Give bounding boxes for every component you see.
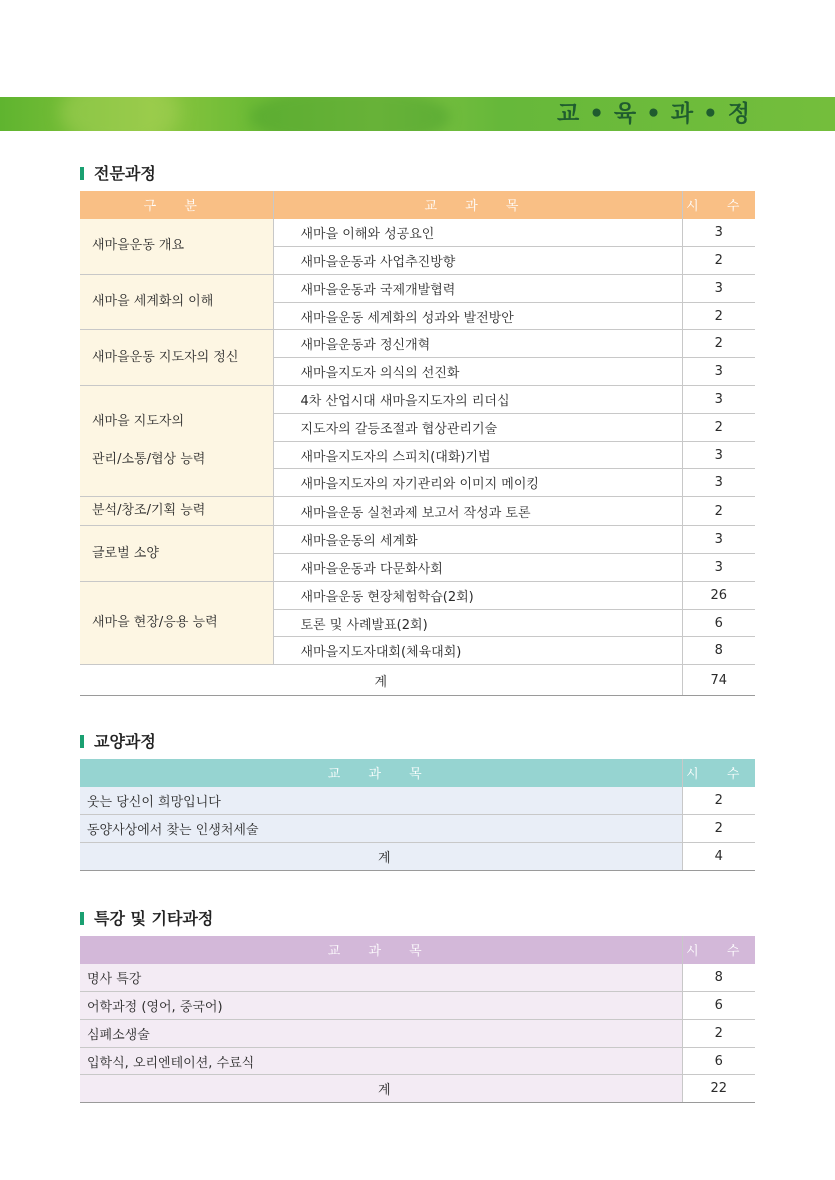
table-row	[80, 386, 755, 414]
hours-cell: 3	[682, 219, 755, 247]
header-hours: 시 수	[682, 759, 755, 787]
liberal-course-table	[80, 759, 755, 871]
section-bullet-icon	[80, 735, 84, 748]
category-line: 관리/소통/협상 능력	[92, 452, 206, 468]
section-bullet-icon	[80, 912, 84, 925]
subject-cell: 새마을지도자대회(체육대회)	[273, 637, 682, 665]
category-cell: 글로벌 소양	[80, 526, 273, 582]
subject-cell: 새마을운동의 세계화	[273, 526, 682, 554]
category-cell	[80, 386, 273, 497]
table-row	[80, 964, 755, 992]
table-row	[80, 581, 755, 609]
major-course-table	[80, 191, 755, 696]
table-row	[80, 1047, 755, 1075]
subject-cell: 새마을운동 실천과제 보고서 작성과 토론	[273, 497, 682, 526]
hours-cell: 3	[682, 441, 755, 469]
header-hours: 시 수	[682, 191, 755, 219]
section-title-text: 교양과정	[94, 732, 156, 751]
header-subject: 교 과 목	[80, 759, 682, 787]
category-cell: 새마을운동 지도자의 정신	[80, 330, 273, 386]
total-hours: 74	[682, 665, 755, 696]
hours-cell: 2	[682, 815, 755, 843]
subject-cell: 새마을지도자의 자기관리와 이미지 메이킹	[273, 469, 682, 497]
hours-cell: 8	[682, 964, 755, 992]
header-banner	[0, 97, 835, 131]
banner-decoration	[250, 97, 450, 131]
section-bullet-icon	[80, 167, 84, 180]
subject-cell: 어학과정 (영어, 중국어)	[80, 992, 682, 1020]
section-title-special	[80, 906, 213, 929]
subject-cell: 심폐소생술	[80, 1019, 682, 1047]
header-subject: 교 과 목	[80, 936, 682, 964]
table-row	[80, 992, 755, 1020]
table-row	[80, 330, 755, 358]
subject-cell: 새마을지도자 의식의 선진화	[273, 358, 682, 386]
subject-cell: 지도자의 갈등조절과 협상관리기술	[273, 413, 682, 441]
category-cell: 분석/창조/기획 능력	[80, 497, 273, 526]
subject-cell: 새마을 이해와 성공요인	[273, 219, 682, 247]
section-title-liberal	[80, 729, 156, 752]
header-hours: 시 수	[682, 936, 755, 964]
table-header-row	[80, 936, 755, 964]
subject-cell: 새마을운동 세계화의 성과와 발전방안	[273, 302, 682, 330]
total-hours: 22	[682, 1075, 755, 1103]
subject-cell: 새마을지도자의 스피치(대화)기법	[273, 441, 682, 469]
hours-cell: 26	[682, 581, 755, 609]
table-row	[80, 815, 755, 843]
table-row	[80, 787, 755, 815]
header-subject: 교 과 목	[273, 191, 682, 219]
table-row	[80, 274, 755, 302]
total-hours: 4	[682, 842, 755, 870]
table-header-row	[80, 191, 755, 219]
hours-cell: 2	[682, 330, 755, 358]
hours-cell: 3	[682, 526, 755, 554]
section-title-major	[80, 161, 156, 184]
subject-cell: 새마을운동 현장체험학습(2회)	[273, 581, 682, 609]
hours-cell: 2	[682, 787, 755, 815]
subject-cell: 웃는 당신이 희망입니다	[80, 787, 682, 815]
special-course-table	[80, 936, 755, 1103]
hours-cell: 6	[682, 609, 755, 637]
hours-cell: 2	[682, 302, 755, 330]
hours-cell: 6	[682, 992, 755, 1020]
table-total-row	[80, 1075, 755, 1103]
subject-cell: 명사 특강	[80, 964, 682, 992]
hours-cell: 3	[682, 469, 755, 497]
table-total-row	[80, 842, 755, 870]
table-total-row	[80, 665, 755, 696]
total-label: 계	[80, 842, 682, 870]
hours-cell: 2	[682, 247, 755, 275]
subject-cell: 동양사상에서 찾는 인생처세술	[80, 815, 682, 843]
total-label: 계	[80, 665, 682, 696]
header-category: 구 분	[80, 191, 273, 219]
hours-cell: 2	[682, 1019, 755, 1047]
section-title-text: 전문과정	[94, 164, 156, 183]
hours-cell: 3	[682, 358, 755, 386]
hours-cell: 3	[682, 386, 755, 414]
table-row	[80, 497, 755, 526]
section-title-text: 특강 및 기타과정	[94, 909, 214, 928]
subject-cell: 새마을운동과 정신개혁	[273, 330, 682, 358]
category-line: 새마을 지도자의	[92, 414, 185, 430]
hours-cell: 3	[682, 274, 755, 302]
subject-cell: 4차 산업시대 새마을지도자의 리더십	[273, 386, 682, 414]
table-row	[80, 219, 755, 247]
category-cell: 새마을 세계화의 이해	[80, 274, 273, 330]
subject-cell: 새마을운동과 사업추진방향	[273, 247, 682, 275]
total-label: 계	[80, 1075, 682, 1103]
hours-cell: 8	[682, 637, 755, 665]
subject-cell: 새마을운동과 국제개발협력	[273, 274, 682, 302]
category-cell: 새마을운동 개요	[80, 219, 273, 275]
subject-cell: 토론 및 사례발표(2회)	[273, 609, 682, 637]
hours-cell: 6	[682, 1047, 755, 1075]
table-row	[80, 1019, 755, 1047]
hours-cell: 3	[682, 554, 755, 582]
table-row	[80, 526, 755, 554]
hours-cell: 2	[682, 497, 755, 526]
banner-decoration	[60, 97, 180, 131]
subject-cell: 새마을운동과 다문화사회	[273, 554, 682, 582]
subject-cell: 입학식, 오리엔테이션, 수료식	[80, 1047, 682, 1075]
hours-cell: 2	[682, 413, 755, 441]
category-cell: 새마을 현장/응용 능력	[80, 581, 273, 664]
table-header-row	[80, 759, 755, 787]
page-title: 교 • 육 • 과 • 정	[556, 101, 751, 127]
